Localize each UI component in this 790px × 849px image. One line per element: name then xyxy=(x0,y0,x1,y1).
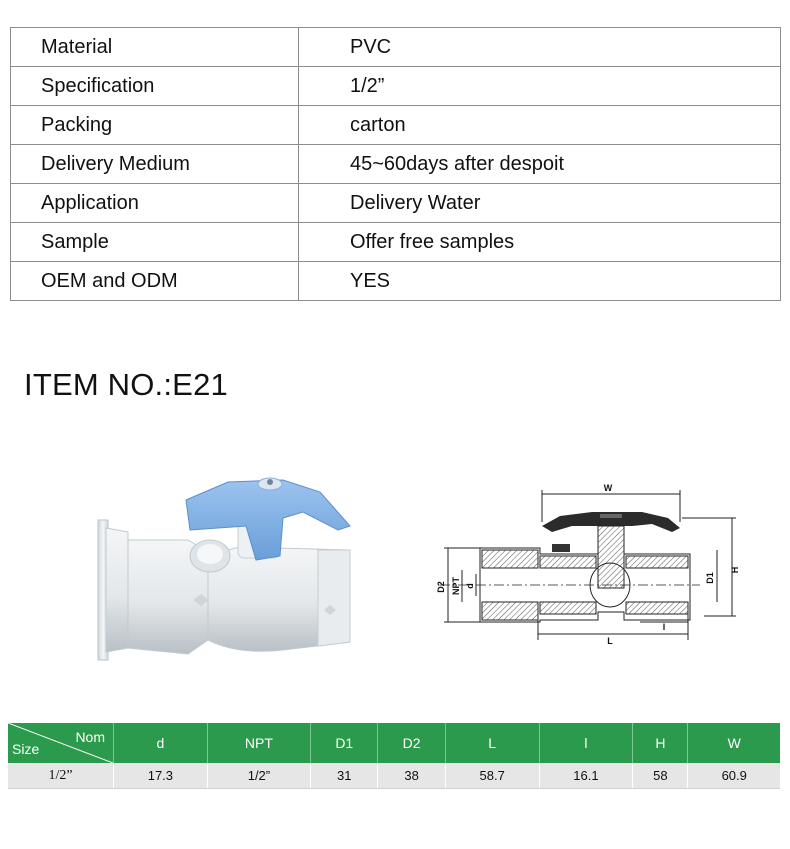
cell-w: 60.9 xyxy=(688,763,780,789)
valve-cross-section-drawing xyxy=(432,482,742,652)
spec-value: 45~60days after despoit xyxy=(299,145,781,184)
spec-row xyxy=(11,223,781,262)
spec-row xyxy=(11,262,781,301)
dim-label-h: H xyxy=(730,566,740,574)
header-d1: D1 xyxy=(311,723,378,763)
cell-npt: 1/2” xyxy=(207,763,310,789)
spec-label: Packing xyxy=(11,106,299,145)
dim-label-i: l xyxy=(662,622,666,632)
spec-table xyxy=(10,27,781,301)
spec-row xyxy=(11,28,781,67)
spec-row xyxy=(11,67,781,106)
cell-d2: 38 xyxy=(378,763,445,789)
spec-value: 1/2” xyxy=(299,67,781,106)
dimension-table xyxy=(8,723,780,789)
cell-h: 58 xyxy=(633,763,688,789)
dim-label-w: W xyxy=(603,483,613,493)
header-l: L xyxy=(445,723,539,763)
spec-row xyxy=(11,106,781,145)
cell-size: 1/2” xyxy=(8,763,114,789)
cell-d1: 31 xyxy=(311,763,378,789)
spec-label: OEM and ODM xyxy=(11,262,299,301)
cell-i: 16.1 xyxy=(539,763,633,789)
item-number-title: ITEM NO.:E21 xyxy=(24,367,228,402)
size-label: Size xyxy=(12,741,40,757)
dim-label-d1: D1 xyxy=(705,572,715,584)
spec-value: Delivery Water xyxy=(299,184,781,223)
dimension-row xyxy=(8,763,780,789)
dim-label-npt: NPT xyxy=(451,577,461,595)
spec-value: PVC xyxy=(299,28,781,67)
header-d2: D2 xyxy=(378,723,445,763)
header-i: l xyxy=(539,723,633,763)
spec-label: Sample xyxy=(11,223,299,262)
spec-label: Specification xyxy=(11,67,299,106)
nom-label: Nom xyxy=(75,729,105,745)
spec-row xyxy=(11,145,781,184)
spec-value: carton xyxy=(299,106,781,145)
cell-d: 17.3 xyxy=(114,763,208,789)
header-w: W xyxy=(688,723,780,763)
spec-row xyxy=(11,184,781,223)
cell-l: 58.7 xyxy=(445,763,539,789)
ball-valve-photo xyxy=(88,470,358,670)
spec-value: Offer free samples xyxy=(299,223,781,262)
size-nom-corner-header xyxy=(8,723,114,763)
header-npt: NPT xyxy=(207,723,310,763)
dimension-header-row xyxy=(8,723,780,763)
dim-label-d2: D2 xyxy=(436,581,446,593)
dim-label-l: L xyxy=(607,636,613,646)
spec-label: Material xyxy=(11,28,299,67)
spec-label: Application xyxy=(11,184,299,223)
header-h: H xyxy=(633,723,688,763)
dim-label-d: d xyxy=(465,583,475,589)
header-d: d xyxy=(114,723,208,763)
spec-value: YES xyxy=(299,262,781,301)
spec-label: Delivery Medium xyxy=(11,145,299,184)
